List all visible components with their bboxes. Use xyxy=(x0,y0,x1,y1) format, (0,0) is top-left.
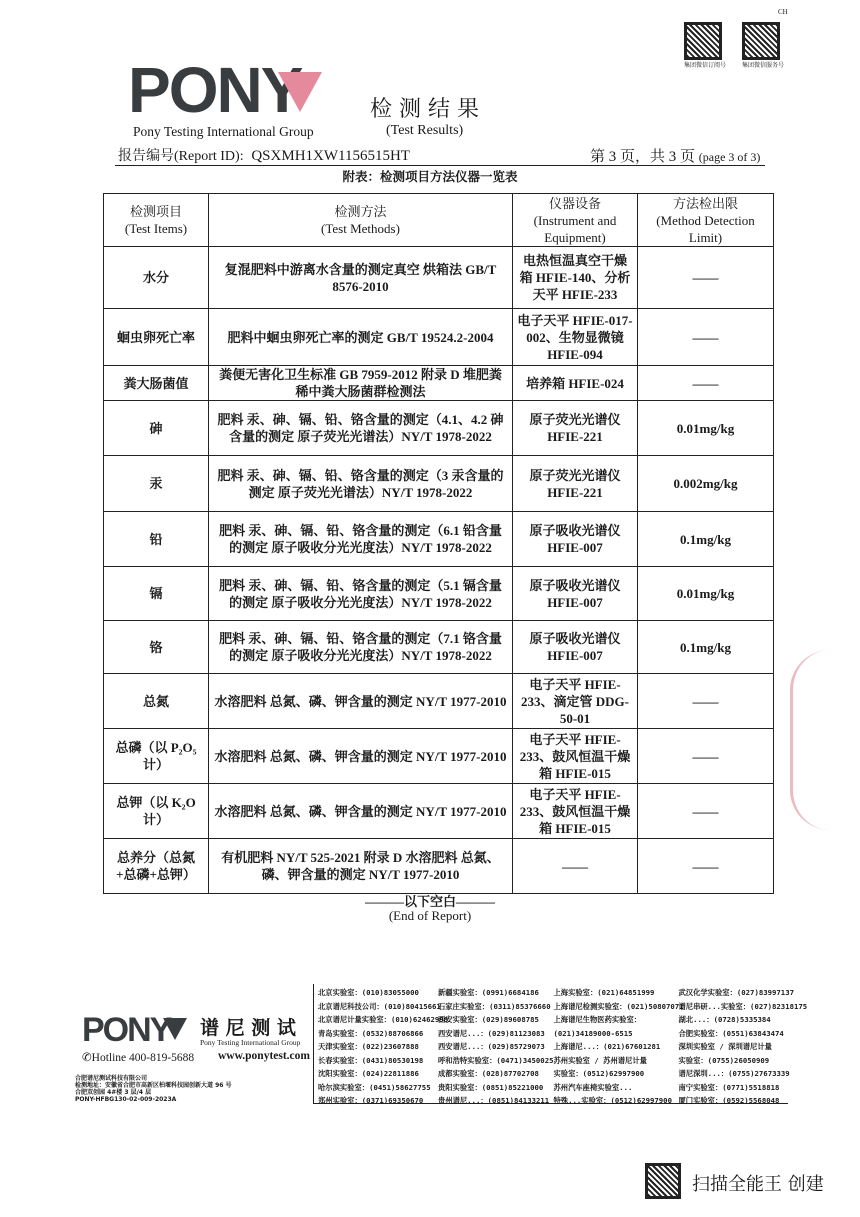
contact-line: 西安谱尼...：(029)85729073 xyxy=(438,1042,545,1051)
contact-line: 北京实验室：(010)83055000 xyxy=(318,988,419,997)
test-item-cell: 铅 xyxy=(104,512,209,567)
detection-limit-cell: —— xyxy=(638,674,774,729)
footer-brand-cn: 谱 尼 测 试 xyxy=(200,1017,296,1039)
contact-line: 青岛实验室：(0532)88706866 xyxy=(318,1028,424,1038)
contact-line: 上海实验室：(021)64851999 xyxy=(553,988,655,997)
contact-line: 长春实验室：(0431)80530198 xyxy=(318,1055,424,1065)
company-name: Pony Testing International Group xyxy=(133,124,314,139)
table-row xyxy=(104,512,774,567)
contact-line: 实验室：(0512)62997900 xyxy=(553,1069,645,1078)
seal-stamp xyxy=(790,650,830,830)
end-of-report: (End of Report) xyxy=(388,908,472,923)
address-line: 合肥双创园 4#楼 3 层/4 层 xyxy=(75,1089,152,1096)
instrument-cell: 原子荧光光谱仪 HFIE-221 xyxy=(513,456,638,512)
instrument-cell: 原子吸收光谱仪 HFIE-007 xyxy=(513,621,638,674)
instrument-cell: 培养箱 HFIE-024 xyxy=(513,366,638,401)
instrument-cell: 原子吸收光谱仪 HFIE-007 xyxy=(513,567,638,621)
test-item-cell: 总养分（总氮+总磷+总钾） xyxy=(104,839,209,894)
instrument-cell: 原子荧光光谱仪 HFIE-221 xyxy=(513,401,638,456)
scanner-watermark: 扫描全能王 创建 xyxy=(692,1174,824,1195)
contact-line: 实验室：(0755)26050909 xyxy=(678,1055,770,1065)
page-subtitle: (Test Results) xyxy=(386,123,464,138)
report-id: QSXMH1XW1156515HT xyxy=(251,148,410,164)
detection-limit-cell: 0.01mg/kg xyxy=(638,567,774,621)
header-cn: 方法检出限 xyxy=(672,195,738,211)
contact-line: 厦门实验室：(0592)5568048 xyxy=(678,1096,780,1105)
test-item-cell: 铬 xyxy=(104,621,209,674)
header-divider xyxy=(115,165,765,166)
address-line: 检测地址：安徽省合肥市高新区柏堰科技园创新大道 96 号 xyxy=(75,1082,232,1089)
table-row xyxy=(104,729,774,784)
contact-line: 沈阳实验室：(024)22811886 xyxy=(318,1069,419,1078)
lab-contacts xyxy=(313,984,808,1105)
header-en: (Test Methods) xyxy=(321,221,400,236)
contact-line: 武汉化学实验室：(027)83997137 xyxy=(678,988,794,997)
detection-limit-cell: 0.1mg/kg xyxy=(638,512,774,567)
lab-address xyxy=(75,1075,232,1103)
qr-code-service xyxy=(742,22,784,69)
test-method-cell: 肥料 汞、砷、镉、铅、铬含量的测定（6.1 铅含量的测定 原子吸收分光光度法）NY/T 1978-2022 xyxy=(209,512,513,567)
contact-line: 北京谱尼科技公司：(010)80415661 xyxy=(318,1001,441,1011)
page-info-cn: 第 3 页，共 3 页 xyxy=(590,149,696,165)
contact-line: 西安实验室：(029)89608785 xyxy=(438,1015,539,1024)
detection-limit-cell: —— xyxy=(638,839,774,894)
logo-triangle-icon xyxy=(278,72,322,112)
header-test-items xyxy=(104,194,209,247)
contact-column xyxy=(438,986,554,1103)
contact-line: 北京谱尼计量实验室：(010)62462998 xyxy=(318,1015,449,1024)
header-test-methods xyxy=(209,194,513,247)
test-item-cell: 砷 xyxy=(104,401,209,456)
footer-pony-logo: PONY xyxy=(82,1011,171,1049)
page-title: 检 测 结 果 xyxy=(370,97,479,122)
header-cn: 仪器设备 xyxy=(548,195,601,211)
table-row xyxy=(104,309,774,366)
test-item-cell: 总氮 xyxy=(104,674,209,729)
instrument-cell: —— xyxy=(513,839,638,894)
contact-line: 合肥实验室：(0551)63843474 xyxy=(678,1028,784,1038)
contact-line: 特殊...实验室：(0512)62997900 xyxy=(553,1096,672,1105)
test-item-cell: 镉 xyxy=(104,567,209,621)
scanner-qr-icon xyxy=(645,1163,681,1199)
footer-brand-en: Pony Testing International Group xyxy=(200,1038,301,1047)
contact-line: (021)34189000-6515 xyxy=(553,1028,633,1038)
website-link[interactable]: www.ponytest.com xyxy=(218,1050,310,1062)
contact-line: 谱尼深圳...：(0755)27673339 xyxy=(678,1069,790,1078)
test-method-cell: 肥料中蛔虫卵死亡率的测定 GB/T 19524.2-2004 xyxy=(209,309,513,366)
test-item-cell: 汞 xyxy=(104,456,209,512)
contact-line: 呼和浩特实验室：(0471)3450025 xyxy=(438,1055,554,1065)
contact-line: 上海谱尼生物医药实验室： xyxy=(553,1015,642,1024)
end-marker: ———以下空白——— xyxy=(364,894,495,909)
page-info xyxy=(590,145,760,166)
header-cn: 检测项目 xyxy=(129,204,182,219)
qr-label: 集团微信服务号 xyxy=(742,63,785,69)
contact-line: 深圳实验室 / 深圳谱尼计量 xyxy=(678,1042,772,1051)
footer-logo-triangle-icon xyxy=(163,1018,187,1040)
test-method-cell: 水溶肥料 总氮、磷、钾含量的测定 NY/T 1977-2010 xyxy=(209,784,513,839)
contact-line: 哈尔滨实验室：(0451)58627755 xyxy=(318,1082,431,1092)
contact-line: 南宁实验室：(0771)5518818 xyxy=(678,1082,780,1092)
header-en: (Test Items) xyxy=(124,221,188,236)
contact-line: 石家庄实验室：(0311)85376660 xyxy=(438,1001,551,1011)
test-item-cell: 总钾（以 K₂O 计） xyxy=(104,784,209,839)
header-detection-limit xyxy=(638,194,774,247)
detection-limit-cell: 0.01mg/kg xyxy=(638,401,774,456)
table-row xyxy=(104,247,774,309)
contact-line: 贵阳实验室：(0851)85221000 xyxy=(438,1082,544,1092)
page-info-en: (page 3 of 3) xyxy=(698,150,761,164)
test-method-cell: 肥料 汞、砷、镉、铅、铬含量的测定（3 汞含量的测定 原子荧光光谱法）NY/T 1978-2022 xyxy=(209,456,513,512)
contact-line: 上海谱尼检测实验室：(021)50807071 xyxy=(553,1001,684,1011)
detection-limit-cell: —— xyxy=(638,729,774,784)
instrument-cell: 原子吸收光谱仪 HFIE-007 xyxy=(513,512,638,567)
address-line: PONY-HFBG130-02-009-2023A xyxy=(75,1096,177,1103)
test-method-cell: 有机肥料 NY/T 525-2021 附录 D 水溶肥料 总氮、磷、钾含量的测定 NY/T 1977-2010 xyxy=(209,839,513,894)
test-method-cell: 复混肥料中游离水含量的测定真空 烘箱法 GB/T 8576-2010 xyxy=(209,247,513,309)
contact-line: 成都实验室：(028)87702708 xyxy=(438,1069,539,1078)
qr-label: 集团微信订阅号 xyxy=(684,63,727,69)
methods-table xyxy=(103,193,774,894)
pony-logo: PONY xyxy=(128,54,302,126)
detection-limit-cell: 0.1mg/kg xyxy=(638,621,774,674)
table-row xyxy=(104,567,774,621)
address-line: 合肥谱尼测试科技有限公司 xyxy=(75,1075,148,1082)
detection-limit-cell: —— xyxy=(638,366,774,401)
hotline xyxy=(82,1050,194,1064)
instrument-cell: 电子天平 HFIE-233、鼓风恒温干燥箱 HFIE-015 xyxy=(513,729,638,784)
table-row xyxy=(104,366,774,401)
phone-icon: ✆ xyxy=(82,1052,92,1064)
table-row xyxy=(104,456,774,512)
test-method-cell: 肥料 汞、砷、镉、铅、铬含量的测定（5.1 镉含量的测定 原子吸收分光光度法）NY/T 1978-2022 xyxy=(209,567,513,621)
report-id-label: 报告编号(Report ID): xyxy=(118,149,244,164)
test-method-cell: 肥料 汞、砷、镉、铅、铬含量的测定（7.1 铬含量的测定 原子吸收分光光度法）NY/T 1978-2022 xyxy=(209,621,513,674)
detection-limit-cell: —— xyxy=(638,784,774,839)
contact-line: 贵州谱尼...：(0851)84133211 xyxy=(438,1096,550,1105)
detection-limit-cell: —— xyxy=(638,247,774,309)
contact-line: 湖北...：(0728)5335384 xyxy=(678,1015,771,1024)
detection-limit-cell: —— xyxy=(638,309,774,366)
table-row xyxy=(104,401,774,456)
qr-code-subscription xyxy=(684,22,726,69)
test-method-cell: 水溶肥料 总氮、磷、钾含量的测定 NY/T 1977-2010 xyxy=(209,674,513,729)
instrument-cell: 电子天平 HFIE-017-002、生物显微镜 HFIE-094 xyxy=(513,309,638,366)
detection-limit-cell: 0.002mg/kg xyxy=(638,456,774,512)
contact-line: 苏州实验室 / 苏州谱尼计量 xyxy=(553,1055,647,1065)
test-method-cell: 肥料 汞、砷、镉、铅、铬含量的测定（4.1、4.2 砷含量的测定 原子荧光光谱法）NY/T 1978-2022 xyxy=(209,401,513,456)
contact-column xyxy=(553,986,684,1105)
table-row xyxy=(104,674,774,729)
test-item-cell: 总磷（以 P₂O₅ 计） xyxy=(104,729,209,784)
test-method-cell: 水溶肥料 总氮、磷、钾含量的测定 NY/T 1977-2010 xyxy=(209,729,513,784)
contact-line: 新疆实验室：(0991)6684186 xyxy=(438,988,539,997)
instrument-cell: 电子天平 HFIE-233、鼓风恒温干燥箱 HFIE-015 xyxy=(513,784,638,839)
contact-column xyxy=(678,986,808,1105)
contact-column xyxy=(318,986,449,1105)
test-method-cell: 粪便无害化卫生标准 GB 7959-2012 附录 D 堆肥粪稀中粪大肠菌群检测法 xyxy=(209,366,513,401)
corner-mark: CH xyxy=(778,8,788,16)
header-en: (Instrument and Equipment) xyxy=(533,212,617,245)
contact-line: 西安谱尼...：(029)81123083 xyxy=(438,1028,545,1038)
hotline-text: Hotline 400-819-5688 xyxy=(91,1052,195,1064)
contact-line: 苏州汽车座椅实验室... xyxy=(553,1082,633,1092)
test-item-cell: 粪大肠菌值 xyxy=(104,366,209,401)
test-item-cell: 蛔虫卵死亡率 xyxy=(104,309,209,366)
contact-line: 上海谱尼...：(021)67601281 xyxy=(553,1042,661,1051)
header-cn: 检测方法 xyxy=(334,204,387,219)
instrument-cell: 电子天平 HFIE-233、滴定管 DDG-50-01 xyxy=(513,674,638,729)
instrument-cell: 电热恒温真空干燥箱 HFIE-140、分析天平 HFIE-233 xyxy=(513,247,638,309)
table-row xyxy=(104,784,774,839)
report-id-row xyxy=(118,145,410,165)
table-row xyxy=(104,621,774,674)
contact-line: 谱尼串研...实验室：(027)82318175 xyxy=(678,1001,808,1011)
appendix-title: 附表：检测项目方法仪器一览表 xyxy=(342,170,518,184)
header-en: (Method Detection Limit) xyxy=(656,212,755,245)
contact-line: 天津实验室：(022)23607888 xyxy=(318,1042,419,1051)
header-instrument xyxy=(513,194,638,247)
table-row xyxy=(104,839,774,894)
table-header-row xyxy=(104,194,774,247)
contact-line: 郑州实验室：(0371)69350670 xyxy=(318,1096,424,1105)
test-item-cell: 水分 xyxy=(104,247,209,309)
